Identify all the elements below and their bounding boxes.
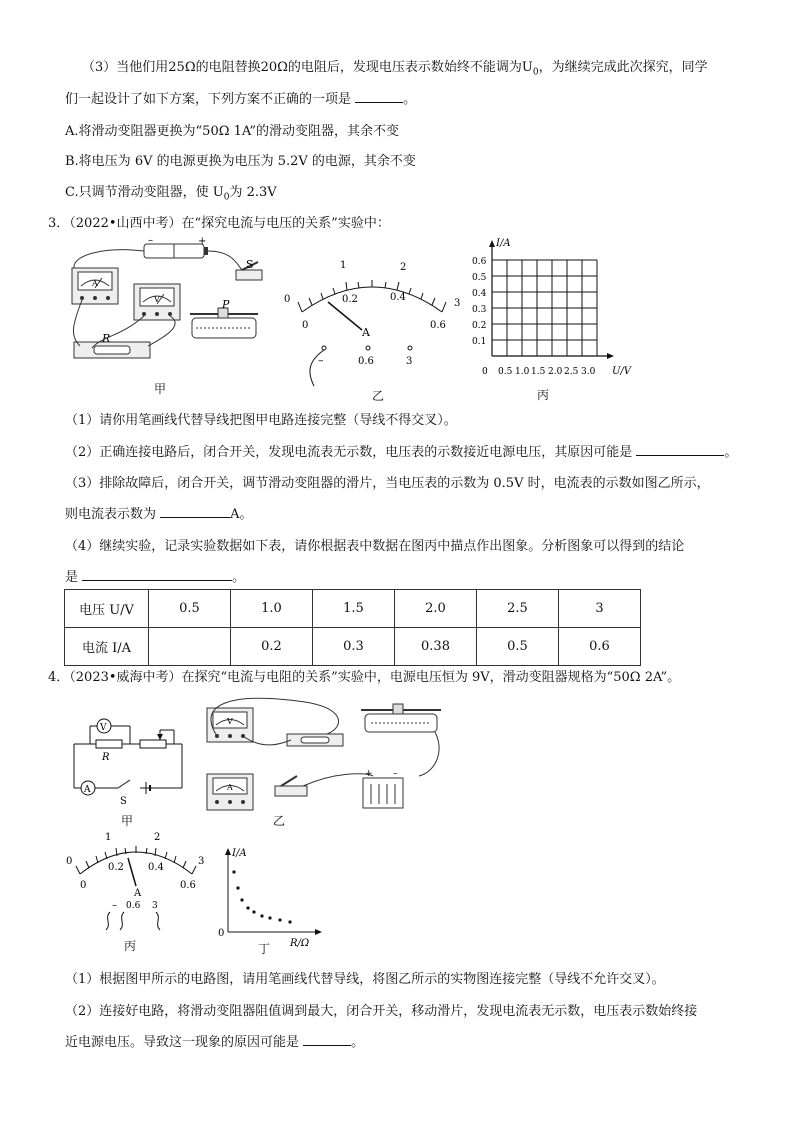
- svg-text:S: S: [246, 258, 254, 271]
- q3-stem: 3．（2022•山西中考）在“探究电流与电压的关系”实验中：: [48, 216, 390, 231]
- table-row: 电流 I/A 0.2 0.3 0.38 0.5 0.6: [65, 628, 641, 666]
- q3-part4-line1: （4）继续实验，记录实验数据如下表，请你根据表中数据在图丙中描点作出图象。分析图象可以得到的结论: [65, 539, 685, 554]
- q3-figure-bing-label: 丙: [537, 388, 550, 402]
- svg-text:–: –: [148, 236, 153, 246]
- svg-text:A: A: [92, 279, 98, 288]
- q4-stem: 4．（2023•威海中考）在探究“电流与电阻的关系”实验中，电源电压恒为 9V，滑动变阻器规格为“50Ω 2A”。: [48, 670, 681, 685]
- q3-part3-line1: （3）排除故障后，闭合开关，调节滑动变阻器的滑片，当电压表的示数为 0.5V 时，电流表的示数如图乙所示，: [65, 476, 710, 491]
- svg-text:2: 2: [154, 832, 161, 843]
- svg-text:0.5: 0.5: [498, 367, 513, 377]
- q3-ammeter-dial: [280, 250, 465, 390]
- svg-text:A: A: [134, 888, 142, 899]
- svg-text:R: R: [102, 332, 111, 345]
- svg-text:0: 0: [218, 928, 225, 939]
- svg-text:0: 0: [284, 294, 291, 305]
- q4-figure-bing-label: 丙: [124, 939, 137, 953]
- svg-text:0.6: 0.6: [358, 356, 374, 367]
- svg-text:0.6: 0.6: [126, 901, 141, 911]
- svg-text:R/Ω: R/Ω: [290, 938, 310, 948]
- q3-data-table: [64, 589, 641, 666]
- switch-icon: [118, 780, 130, 788]
- svg-text:3.0: 3.0: [581, 367, 596, 377]
- q2-part3-line1: （3）当他们用25Ω的电阻替换20Ω的电阻后，发现电压表示数始终不能调为$U_0$，为继续完成此次探究，同学: [82, 60, 708, 78]
- q4-circuit-diagram: [64, 712, 188, 808]
- svg-text:+: +: [365, 769, 373, 779]
- svg-text:I/A: I/A: [232, 848, 247, 859]
- meter-needle: [328, 302, 362, 330]
- svg-text:0: 0: [66, 856, 73, 867]
- q4-figure-ding-label: 丁: [258, 942, 271, 956]
- q4-part2-line1: （2）连接好电路，将滑动变阻器阻值调到最大，闭合开关，移动滑片，发现电流表无示数，电压表示数始终接: [65, 1004, 698, 1019]
- svg-text:S: S: [120, 796, 127, 807]
- q3-part3-line2: 则电流表示数为 A。: [65, 507, 253, 522]
- answer-blank[interactable]: [82, 568, 232, 581]
- answer-blank[interactable]: [636, 443, 724, 456]
- q3-graph-grid: [462, 232, 642, 380]
- q3-part1: （1）请你用笔画线代替导线把图甲电路连接完整（导线不得交叉）。: [65, 413, 457, 428]
- q2-option-c: C.只调节滑动变阻器，使 $U_0$为 2.3V: [65, 185, 277, 203]
- q3-figure-jia-label: 甲: [154, 382, 167, 396]
- svg-text:P: P: [222, 298, 230, 311]
- svg-text:1.5: 1.5: [531, 367, 546, 377]
- svg-text:0.6: 0.6: [430, 320, 446, 331]
- svg-text:I/A: I/A: [496, 238, 511, 249]
- svg-text:1.0: 1.0: [515, 367, 530, 377]
- svg-text:0: 0: [80, 880, 87, 891]
- q2-option-a: A.将滑动变阻器更换为“50Ω 1A”的滑动变阻器，其余不变: [65, 124, 400, 139]
- svg-text:A: A: [84, 785, 91, 795]
- rheostat-icon: [190, 308, 258, 338]
- data-points: [232, 870, 291, 923]
- svg-text:0.6: 0.6: [472, 257, 487, 267]
- table-row: 电压 U/V 0.5 1.0 1.5 2.0 2.5 3: [65, 590, 641, 628]
- svg-text:–: –: [318, 354, 324, 367]
- svg-text:0.4: 0.4: [148, 862, 164, 873]
- svg-text:0: 0: [482, 367, 488, 377]
- svg-text:3: 3: [152, 901, 158, 911]
- q4-apparatus-figure: [195, 692, 455, 812]
- q3-figure-yi-label: 乙: [372, 389, 385, 403]
- svg-text:1: 1: [105, 832, 112, 843]
- q4-figure-yi-label: 乙: [273, 814, 286, 828]
- q2-option-b: B.将电压为 6V 的电源更换为电压为 5.2V 的电源，其余不变: [65, 154, 416, 169]
- svg-text:V: V: [154, 295, 160, 304]
- svg-text:0.5: 0.5: [472, 273, 487, 283]
- svg-text:0.1: 0.1: [472, 337, 487, 347]
- svg-text:0.4: 0.4: [390, 292, 406, 303]
- q4-ir-graph: [212, 842, 330, 948]
- q4-part1: （1）根据图甲所示的电路图，请用笔画线代替导线，将图乙所示的实物图连接完整（导线不允许交叉）。: [65, 972, 665, 987]
- q3-circuit-figure: [62, 236, 282, 376]
- svg-text:2.5: 2.5: [564, 367, 579, 377]
- svg-text:0.2: 0.2: [472, 321, 487, 331]
- svg-text:2: 2: [400, 262, 407, 273]
- svg-text:0.3: 0.3: [472, 305, 487, 315]
- q4-part2-line2: 近电源电压。导致这一现象的原因可能是 。: [65, 1035, 365, 1050]
- resistor-icon: [96, 740, 122, 748]
- battery-icon: [363, 778, 403, 808]
- q3-part2: （2）正确连接电路后，闭合开关，发现电流表无示数，电压表的示数接近电源电压，其原因可能是 。: [65, 445, 738, 460]
- svg-text:–: –: [112, 900, 117, 911]
- svg-text:+: +: [198, 236, 207, 247]
- q4-ammeter-dial: [60, 826, 210, 936]
- svg-text:0.2: 0.2: [108, 862, 124, 873]
- answer-blank[interactable]: [355, 90, 403, 103]
- svg-text:0: 0: [302, 320, 309, 331]
- meter-needle: [128, 858, 136, 886]
- svg-text:0.4: 0.4: [472, 289, 487, 299]
- svg-text:–: –: [393, 769, 398, 779]
- svg-text:3: 3: [454, 298, 461, 309]
- svg-text:3: 3: [406, 356, 413, 367]
- rheostat-icon: [140, 740, 166, 748]
- svg-text:0.2: 0.2: [342, 294, 358, 305]
- svg-text:A: A: [362, 326, 370, 339]
- answer-blank[interactable]: [160, 505, 230, 518]
- q4-figure-jia-label: 甲: [121, 814, 134, 828]
- svg-text:0.6: 0.6: [180, 880, 196, 891]
- q3-part4-line2: 是 。: [65, 570, 246, 585]
- answer-blank[interactable]: [303, 1033, 351, 1046]
- svg-text:2.0: 2.0: [548, 367, 563, 377]
- resistor-icon: [74, 342, 150, 358]
- svg-text:V: V: [227, 717, 233, 726]
- svg-text:U/V: U/V: [612, 366, 632, 377]
- svg-text:A: A: [227, 783, 233, 792]
- svg-text:1: 1: [340, 260, 347, 271]
- svg-text:3: 3: [198, 856, 205, 867]
- switch-icon: [275, 786, 307, 796]
- svg-text:V: V: [100, 723, 107, 733]
- q2-part3-line2: 们一起设计了如下方案，下列方案不正确的一项是 。: [65, 92, 417, 107]
- svg-text:R: R: [102, 752, 110, 763]
